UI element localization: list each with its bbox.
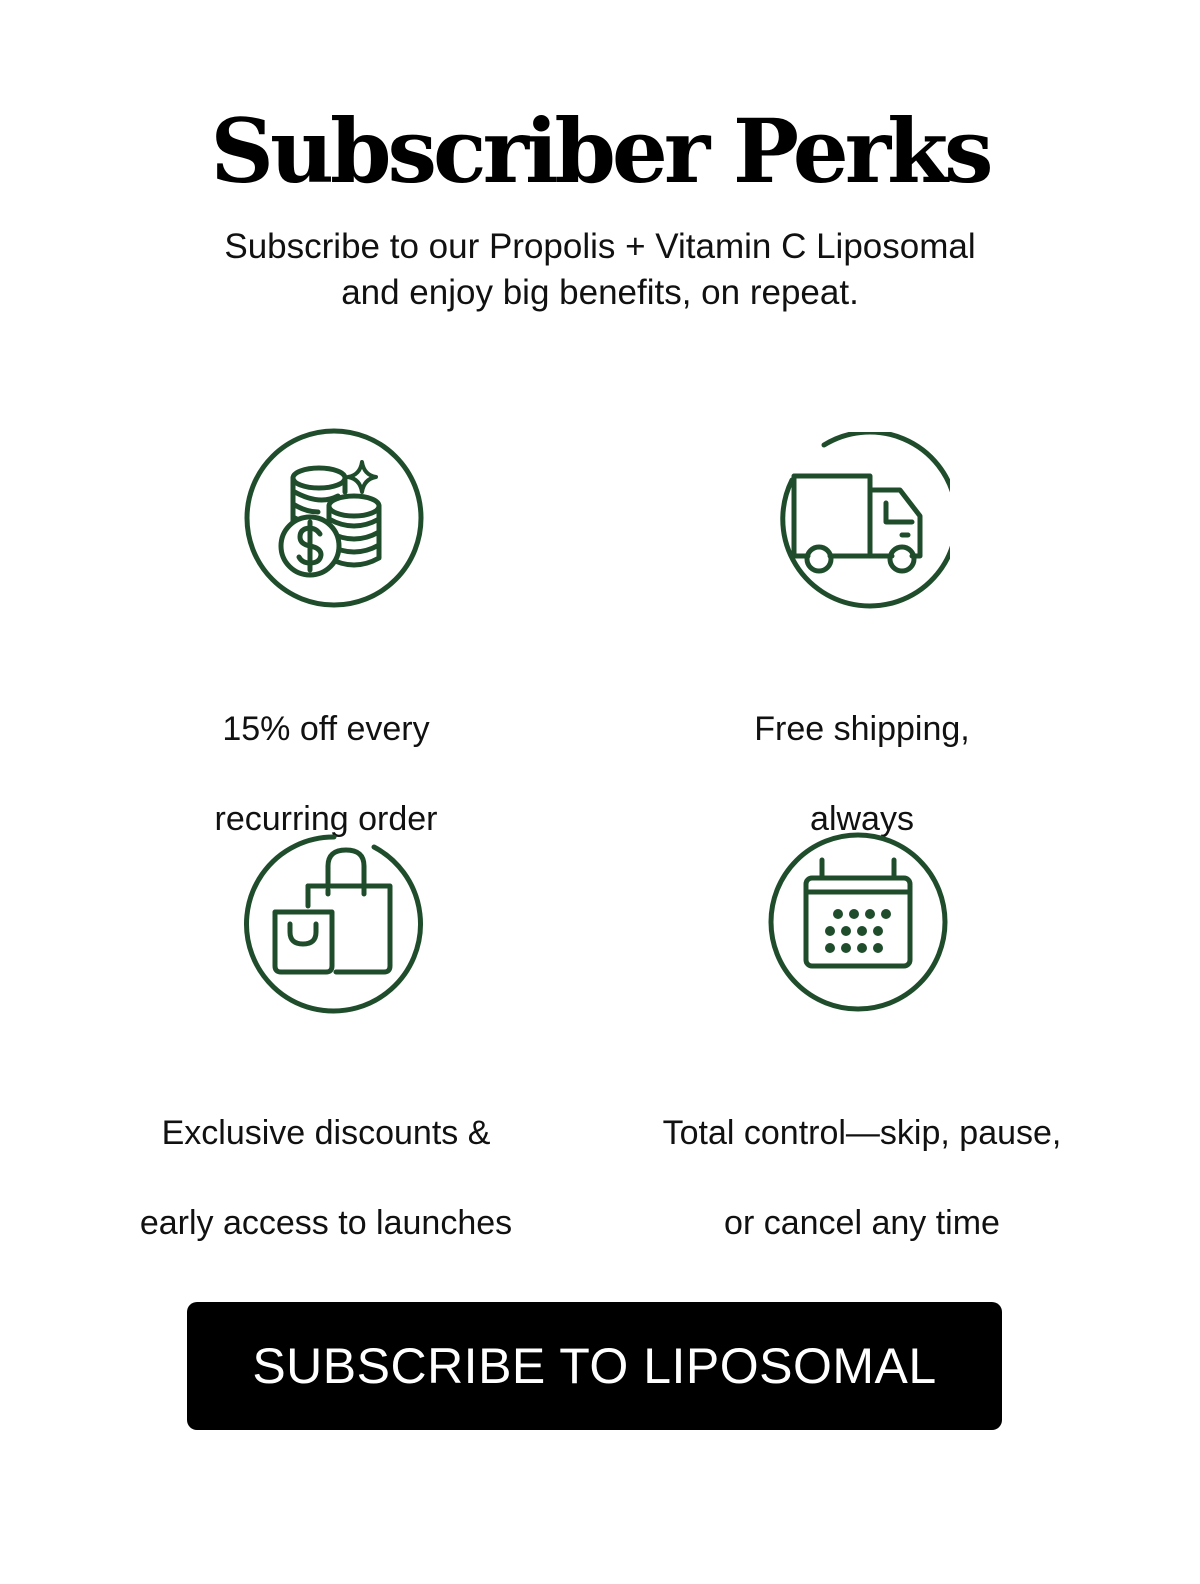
perk-label-line-2: early access to launches xyxy=(139,1204,513,1242)
perk-label-line-1: Exclusive discounts & xyxy=(161,1114,491,1152)
subscribe-button[interactable]: SUBSCRIBE TO LIPOSOMAL xyxy=(187,1302,1002,1430)
perk-label-line-2: recurring order xyxy=(214,800,438,838)
perk-label xyxy=(602,662,1122,842)
perk-label xyxy=(66,662,586,842)
perk-label-line-1: 15% off every xyxy=(222,710,430,748)
subtitle-line-1: Subscribe to our Propolis + Vitamin C Liposomal xyxy=(224,227,976,266)
perk-label xyxy=(66,1066,586,1246)
coins-dollar-icon xyxy=(242,426,426,610)
perk-label-line-2: always xyxy=(810,800,914,838)
perk-discount xyxy=(66,426,586,838)
page-subtitle xyxy=(150,224,1050,316)
perk-exclusive-access xyxy=(66,830,586,1242)
perk-label-line-1: Total control—skip, pause, xyxy=(662,1114,1062,1152)
page-title: Subscriber Perks xyxy=(210,99,990,203)
perk-total-control xyxy=(602,830,1122,1242)
subtitle-line-2: and enjoy big benefits, on repeat. xyxy=(341,273,859,312)
delivery-truck-icon xyxy=(766,432,950,616)
perk-label-line-1: Free shipping, xyxy=(754,710,970,748)
perk-label-line-2: or cancel any time xyxy=(724,1204,1000,1242)
calendar-icon xyxy=(766,830,950,1014)
shopping-bags-icon xyxy=(242,832,426,1016)
perk-free-shipping xyxy=(602,426,1122,838)
perk-label xyxy=(602,1066,1122,1246)
